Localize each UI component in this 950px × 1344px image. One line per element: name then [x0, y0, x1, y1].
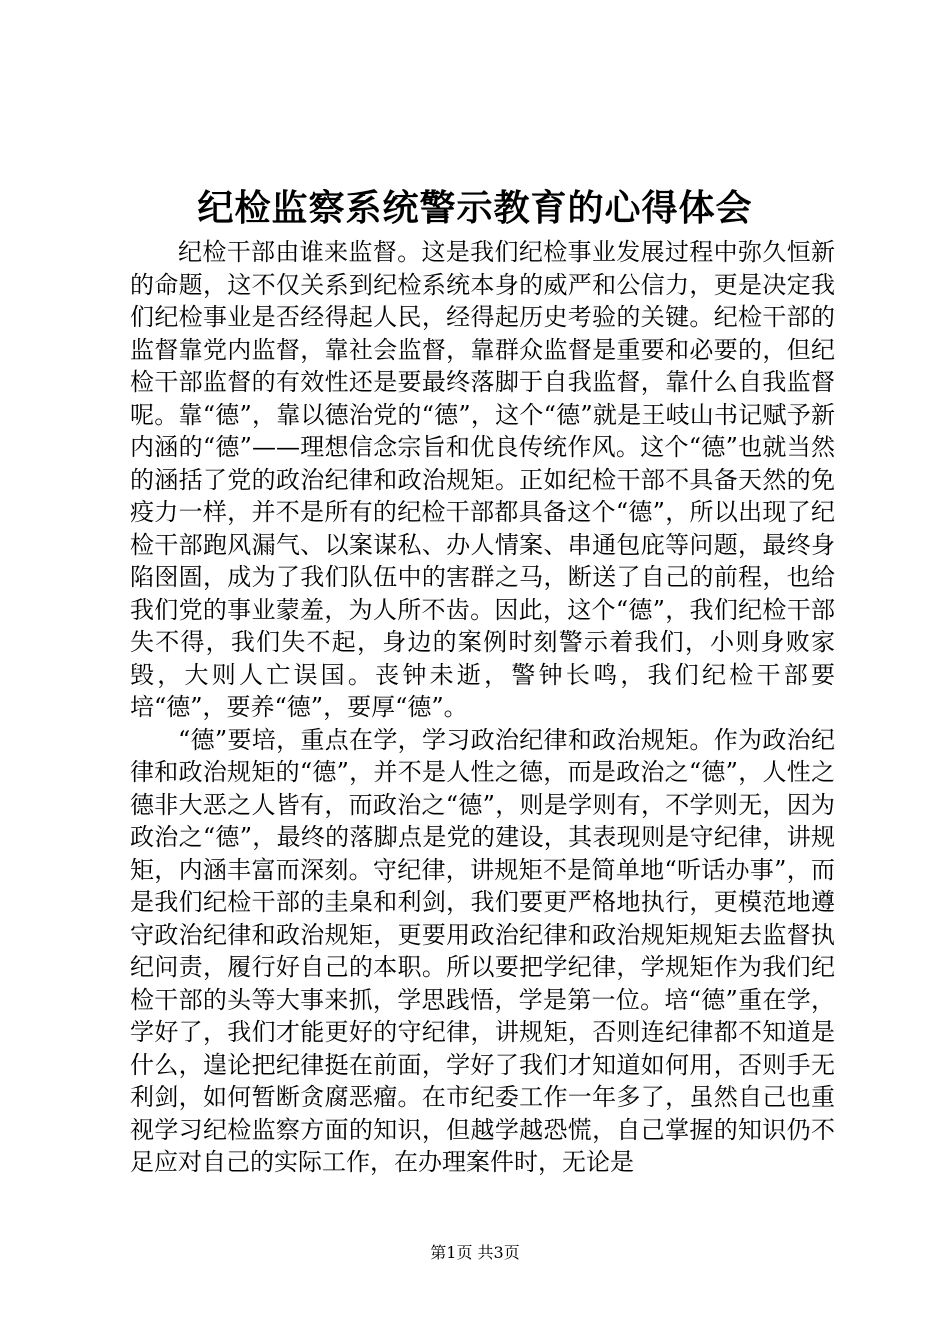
- page-number-footer: 第1页 共3页: [430, 1243, 520, 1262]
- document-body: [130, 236, 835, 1179]
- paragraph-2: “德”要培，重点在学，学习政治纪律和政治规矩。作为政治纪律和政治规矩的“德”，并不是人性之德，而是政治之“德”，人性之德非大恶之人皆有，而政治之“德”，则是学则有，不学则无，因为政治之“德”，最终的落脚点是党的建设，其表现则是守纪律，讲规矩，内涵丰富而深刻。守纪律，讲规矩不是简单地“听话办事”，而是我们纪检干部的圭臬和利剑，我们要更严格地执行，更模范地遵守政治纪律和政治规矩，更要用政治纪律和政治规矩规矩去监督执纪问责，履行好自己的本职。所以要把学纪律，学规矩作为我们纪检干部的头等大事来抓，学思践悟，学是第一位。培“德”重在学，学好了，我们才能更好的守纪律，讲规矩，否则连纪律都不知道是什么，遑论把纪律挺在前面，学好了我们才知道如何用，否则手无利剑，如何暂断贪腐恶瘤。在市纪委工作一年多了，虽然自己也重视学习纪检监察方面的知识，但越学越恐慌，自己掌握的知识仍不足应对自己的实际工作，在办理案件时，无论是: [130, 725, 835, 1176]
- document-title: 纪检监察系统警示教育的心得体会: [197, 187, 753, 229]
- paragraph-1: 纪检干部由谁来监督。这是我们纪检事业发展过程中弥久恒新的命题，这不仅关系到纪检系统本身的威严和公信力，更是决定我们纪检事业是否经得起人民，经得起历史考验的关键。纪检干部的监督靠党内监督，靠社会监督，靠群众监督是重要和必要的，但纪检干部监督的有效性还是要最终落脚于自我监督，靠什么自我监督呢。靠“德”，靠以德治党的“德”，这个“德”就是王岐山书记赋予新内涵的“德”——理想信念宗旨和优良传统作风。这个“德”也就当然的涵括了党的政治纪律和政治规矩。正如纪检干部不具备天然的免疫力一样，并不是所有的纪检干部都具备这个“德”，所以出现了纪检干部跑风漏气、以案谋私、办人情案、串通包庇等问题，最终身陷囹圄，成为了我们队伍中的害群之马，断送了自己的前程，也给我们党的事业蒙羞，为人所不齿。因此，这个“德”，我们纪检干部失不得，我们失不起，身边的案例时刻警示着我们，小则身败家毁，大则人亡误国。丧钟未逝，警钟长鸣，我们纪检干部要培“德”，要养“德”，要厚“德”。: [130, 238, 835, 721]
